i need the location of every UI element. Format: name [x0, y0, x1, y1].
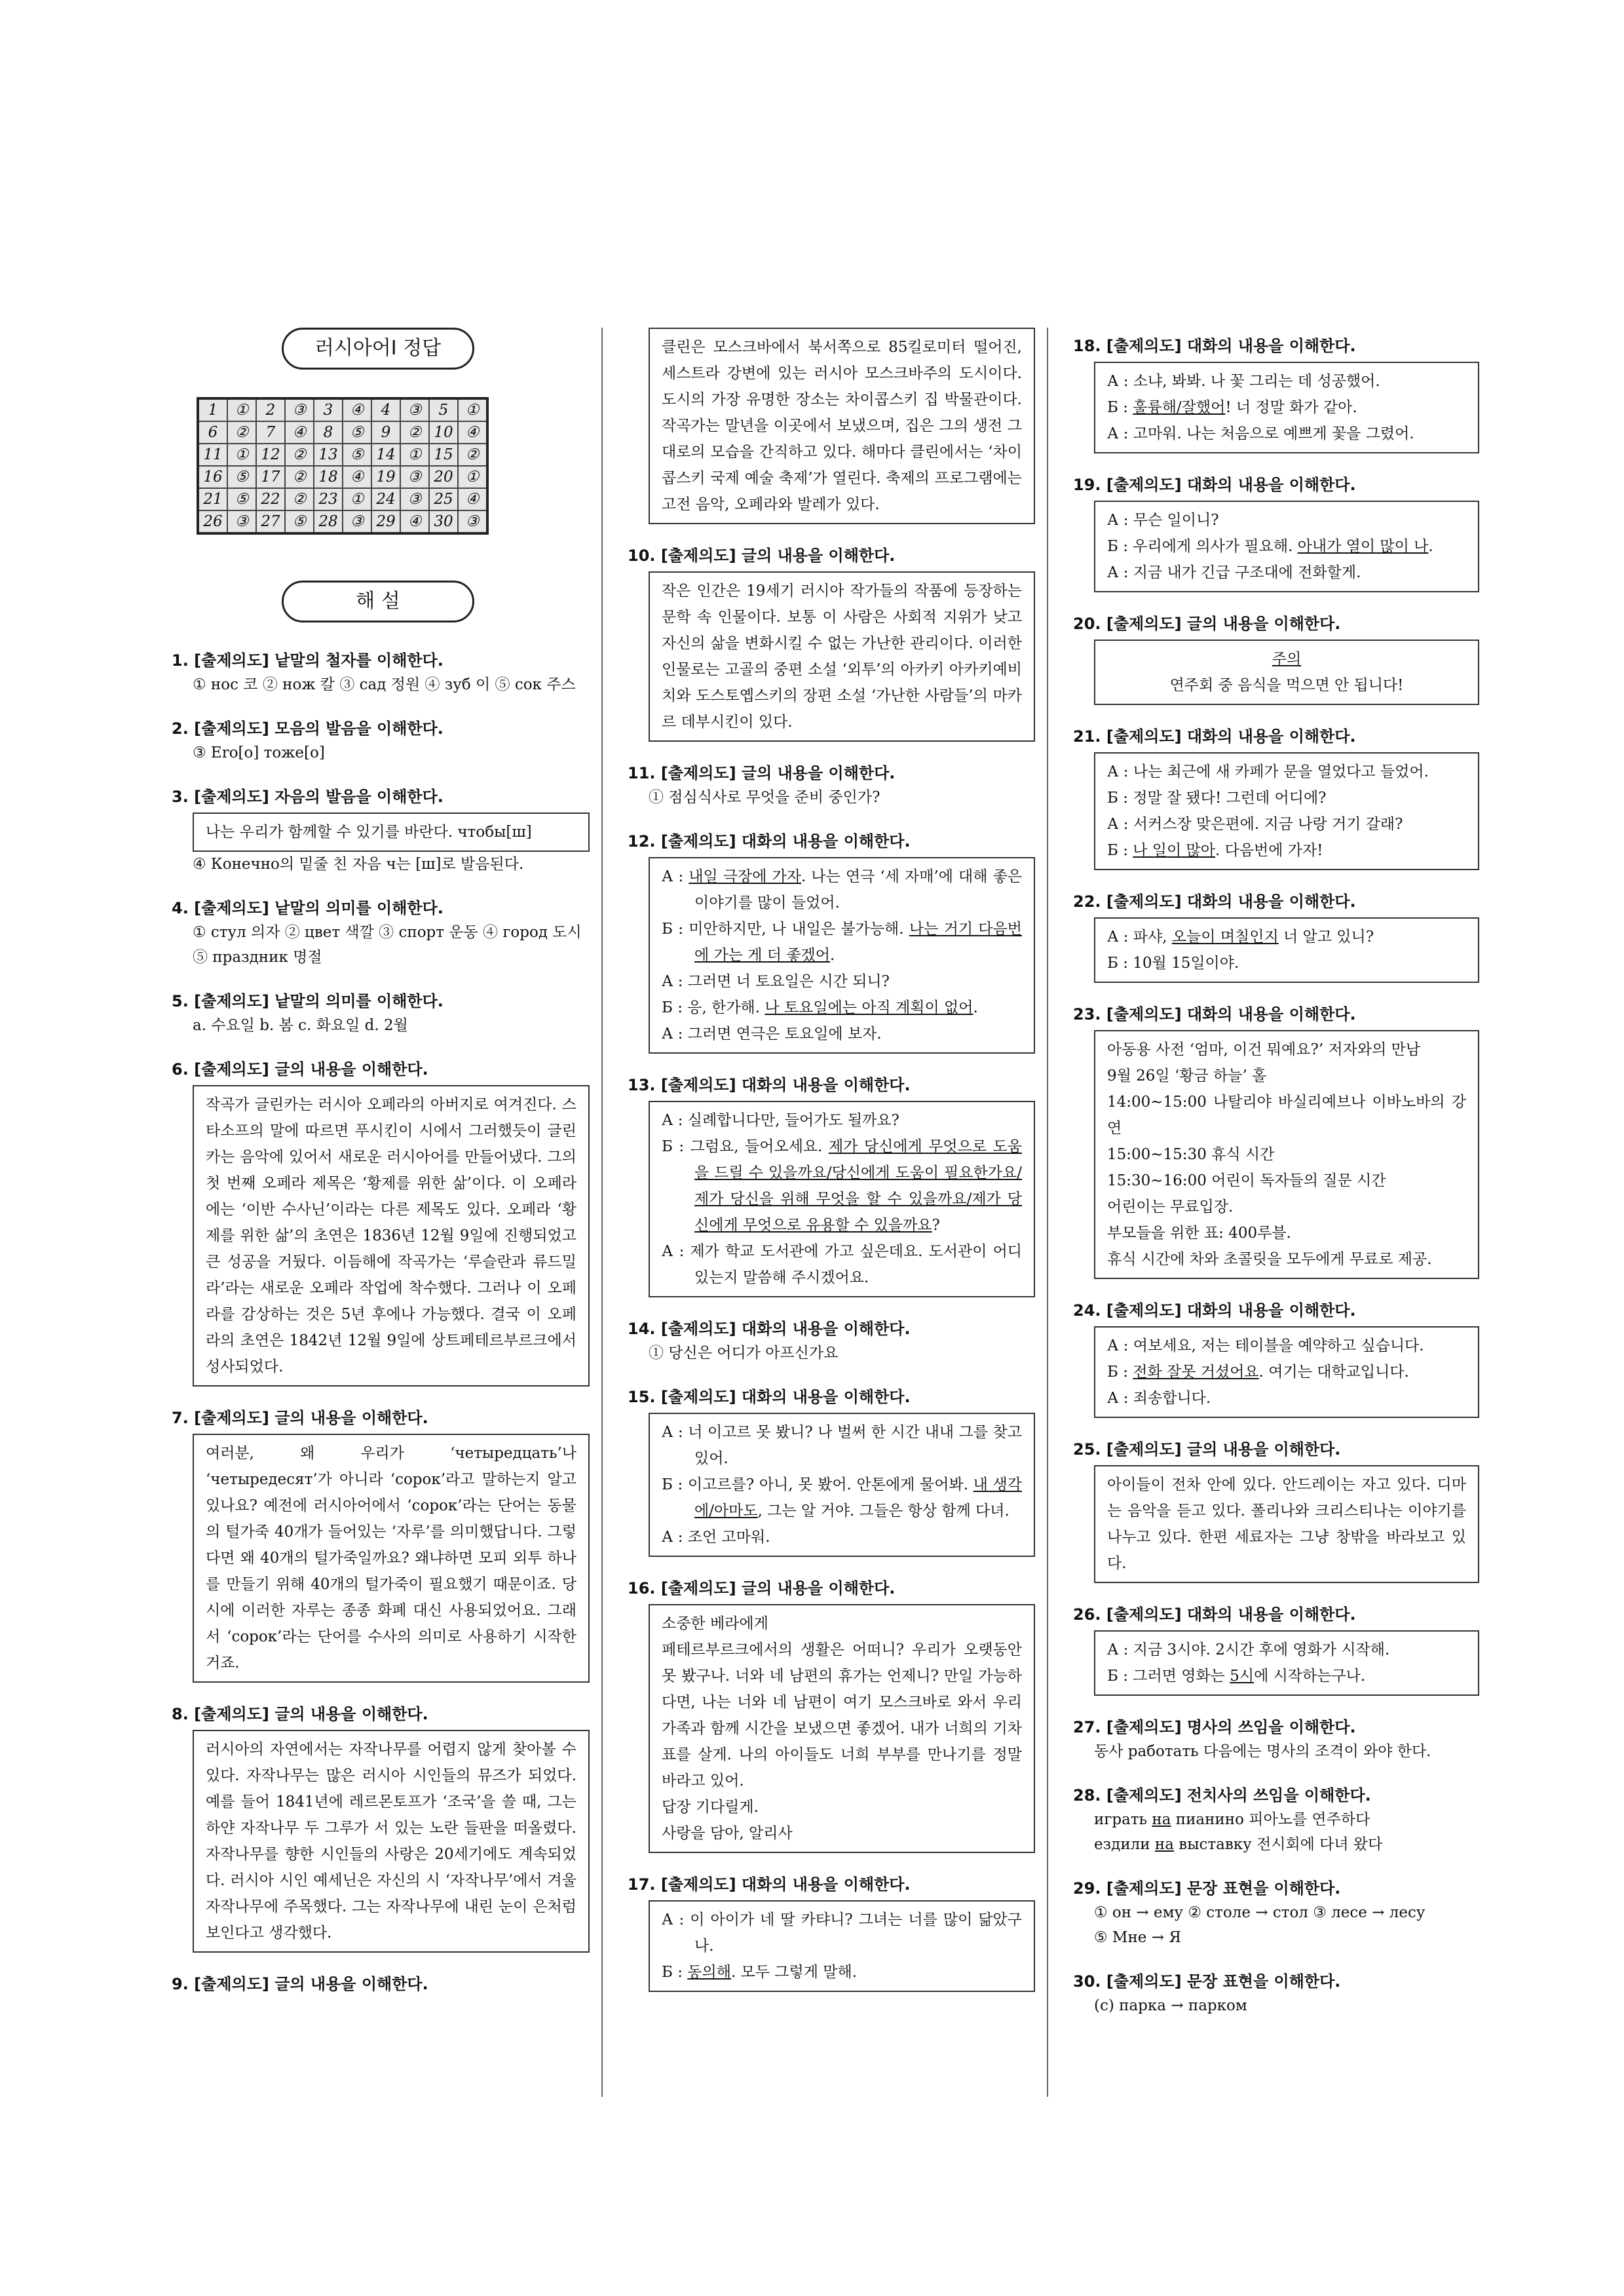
question-number-cell: 17	[256, 466, 285, 488]
question-heading: 5. [출제의도] 낱말의 의미를 이해한다.	[172, 992, 444, 1010]
answer-cell: ①	[458, 398, 487, 421]
question-12	[628, 830, 1035, 1054]
notice-box: 아동용 사전 ‘엄마, 이건 뭐예요?’ 저자와의 만남 9월 26일 ‘황금 하늘’ 홀 14:00∼15:00 나탈리야 바실리예브나 이바노바의 강연 15:00∼15:30 휴식 시간 15:30∼16:00 어린이 독자들의 질문 시간 어린이는 무료입장. 부모들을 위한 표: 400루블. 휴식 시간에 차와 초콜릿을 모두에게 무료로 제공.	[1094, 1030, 1479, 1279]
question-number-cell: 12	[256, 444, 285, 466]
question-heading: 11. [출제의도] 글의 내용을 이해한다.	[628, 764, 896, 782]
question-heading: 12. [출제의도] 대화의 내용을 이해한다.	[628, 832, 911, 851]
question-box: 나는 우리가 함께할 수 있기를 바란다. чтобы[ш]	[193, 813, 590, 852]
question-28	[1073, 1784, 1479, 1857]
dialogue-box	[1094, 917, 1479, 983]
dialogue-line: Б : 우리에게 의사가 필요해. 아내가 열이 많이 나.	[1107, 538, 1433, 555]
dialogue-line: Б : 정말 잘 됐다! 그런데 어디에?	[1107, 790, 1327, 807]
dialogue-line: Б : 응, 한가해. 나 토요일에는 아직 계획이 없어.	[662, 999, 978, 1016]
question-7	[172, 1406, 590, 1683]
answer-cell: ④	[400, 510, 429, 533]
dialogue-box	[649, 1413, 1035, 1557]
question-number-cell: 9	[371, 421, 400, 444]
question-heading: 26. [출제의도] 대화의 내용을 이해한다.	[1073, 1605, 1356, 1624]
question-heading: 29. [출제의도] 문장 표현을 이해한다.	[1073, 1879, 1341, 1898]
dialogue-box	[1094, 752, 1479, 870]
answer-row	[198, 398, 487, 421]
question-15	[628, 1385, 1035, 1557]
answer-row	[198, 466, 487, 488]
answer-cell: ①	[400, 444, 429, 466]
question-8	[172, 1702, 590, 1953]
question-text: ⑤ Мне → Я	[1094, 1929, 1181, 1946]
question-heading: 27. [출제의도] 명사의 쓰임을 이해한다.	[1073, 1718, 1356, 1736]
dialogue-box	[1094, 501, 1479, 592]
answer-cell: ②	[227, 421, 256, 444]
question-22	[1073, 890, 1479, 983]
dialogue-line: А : 파샤, 오늘이 며칠인지 너 알고 있니?	[1107, 928, 1374, 946]
answer-cell: ③	[285, 398, 314, 421]
question-number-cell: 6	[198, 421, 227, 444]
answer-cell: ②	[458, 444, 487, 466]
dialogue-line: А : 지금 3시야. 2시간 후에 영화가 시작해.	[1107, 1641, 1390, 1658]
answer-cell: ①	[458, 466, 487, 488]
question-heading: 20. [출제의도] 글의 내용을 이해한다.	[1073, 615, 1341, 633]
page-title: 러시아어Ⅰ 정답	[282, 328, 474, 370]
answer-cell: ④	[285, 421, 314, 444]
question-number-cell: 18	[314, 466, 343, 488]
question-box: 작곡가 글린카는 러시아 오페라의 아버지로 여겨진다. 스타소프의 말에 따르면 푸시킨이 시에서 그러했듯이 글린카는 음악에 있어서 새로운 러시아어를 만들어냈다. 그의 첫 번째 오페라 제목은 ‘황제를 위한 삶’이다. 이 오페라에는 ‘이반 수사닌’이라는 다른 제목도 있다. 오페라 ‘황제를 위한 삶’의 초연은 1836년 12월 9일에 진행되었고 큰 성공을 거뒀다. 이듬해에 작곡가는 ‘루슬란과 류드밀라’라는 새로운 오페라 작업에 착수했다. 그러나 이 오페라를 감상하는 것은 5년 후에나 가능했다. 결국 이 오페라의 초연은 1842년 12월 9일에 상트페테르부르크에서 성사되었다.	[193, 1085, 590, 1387]
question-text: ① стул 의자 ② цвет 색깔 ③ спорт 운동 ④ город 도시 ⑤ праздник 명절	[193, 924, 582, 966]
dialogue-line: А : 실례합니다만, 들어가도 될까요?	[662, 1112, 899, 1129]
dialogue-line: А : 조언 고마워.	[662, 1529, 770, 1546]
answer-cell: ③	[400, 466, 429, 488]
answer-cell: ⑤	[285, 510, 314, 533]
question-heading: 22. [출제의도] 대화의 내용을 이해한다.	[1073, 892, 1356, 911]
dialogue-line: Б : 10월 15일이야.	[1107, 955, 1239, 972]
question-number-cell: 11	[198, 444, 227, 466]
dialogue-line: Б : 동의해. 모두 그렇게 말해.	[662, 1964, 858, 1981]
question-text: (c) парка → парком	[1094, 1997, 1247, 2014]
question-number-cell: 28	[314, 510, 343, 533]
question-19	[1073, 473, 1479, 592]
question-text: ③ Ero[o] тоже[o]	[193, 744, 325, 761]
question-number-cell: 15	[429, 444, 458, 466]
question-heading: 4. [출제의도] 낱말의 의미를 이해한다.	[172, 899, 444, 917]
question-16	[628, 1577, 1035, 1853]
question-heading: 3. [출제의도] 자음의 발음을 이해한다.	[172, 788, 444, 806]
question-number-cell: 25	[429, 488, 458, 510]
column-divider	[601, 328, 603, 2097]
question-box: 아이들이 전차 안에 있다. 안드레이는 자고 있다. 디마는 음악을 듣고 있다. 폴리나와 크리스티나는 이야기를 나누고 있다. 한편 세료자는 그냥 창밖을 바라보고 있다.	[1094, 1465, 1479, 1583]
answer-cell: ④	[343, 398, 371, 421]
question-11	[628, 761, 1035, 810]
question-3	[172, 785, 590, 877]
notice-text: 연주회 중 음식을 먹으면 안 됩니다!	[1169, 677, 1404, 694]
dialogue-line: А : 여보세요, 저는 테이블을 예약하고 싶습니다.	[1107, 1337, 1424, 1354]
answer-cell: ③	[227, 510, 256, 533]
question-17	[628, 1873, 1035, 1992]
question-number-cell: 16	[198, 466, 227, 488]
answer-cell: ⑤	[343, 421, 371, 444]
question-heading: 6. [출제의도] 글의 내용을 이해한다.	[172, 1060, 428, 1079]
dialogue-line: А : 고마워. 나는 처음으로 예쁘게 꽃을 그렸어.	[1107, 425, 1414, 442]
dialogue-box	[649, 1101, 1035, 1297]
question-number-cell: 1	[198, 398, 227, 421]
column-1	[172, 328, 590, 1996]
answer-cell: ③	[458, 510, 487, 533]
question-number-cell: 30	[429, 510, 458, 533]
dialogue-line: А : 너 이고르 못 봤니? 나 벌써 한 시간 내내 그를 찾고 있어.	[662, 1424, 1022, 1467]
question-number-cell: 27	[256, 510, 285, 533]
dialogue-line: Б : 그럼요, 들어오세요. 제가 당신에게 무엇으로 도움을 드릴 수 있을까요/당신에게 도움이 필요한가요/제가 당신을 위해 무엇을 할 수 있을까요/제가 당신에게 무엇으로 유용할 수 있을까요?	[662, 1138, 1022, 1234]
answer-row	[198, 444, 487, 466]
question-23	[1073, 1003, 1479, 1279]
question-number-cell: 4	[371, 398, 400, 421]
question-number-cell: 29	[371, 510, 400, 533]
dialogue-line: А : 그러면 너 토요일은 시간 되니?	[662, 973, 890, 990]
question-number-cell: 21	[198, 488, 227, 510]
dialogue-line: А : 내일 극장에 가자. 나는 연극 ‘세 자매’에 대해 좋은 이야기를 많이 들었어.	[662, 868, 1023, 911]
question-heading: 15. [출제의도] 대화의 내용을 이해한다.	[628, 1388, 911, 1406]
question-heading: 17. [출제의도] 대화의 내용을 이해한다.	[628, 1875, 911, 1894]
question-13	[628, 1073, 1035, 1297]
question-number-cell: 14	[371, 444, 400, 466]
dialogue-line: А : 서커스장 맞은편에. 지금 나랑 거기 갈래?	[1107, 816, 1403, 833]
question-14	[628, 1317, 1035, 1366]
answer-cell: ②	[400, 421, 429, 444]
dialogue-line: Б : 미안하지만, 나 내일은 불가능해. 나는 거기 다음번에 가는 게 더 좋겠어.	[662, 921, 1022, 964]
dialogue-line: А : 무슨 일이니?	[1107, 512, 1219, 529]
question-27	[1073, 1715, 1479, 1764]
answer-row	[198, 488, 487, 510]
notice-title: 주의	[1272, 651, 1302, 668]
question-heading: 8. [출제의도] 글의 내용을 이해한다.	[172, 1705, 428, 1723]
dialogue-line: Б : 나 일이 많아. 다음번에 가자!	[1107, 842, 1323, 859]
question-26	[1073, 1603, 1479, 1696]
question-heading: 25. [출제의도] 글의 내용을 이해한다.	[1073, 1440, 1341, 1459]
answer-cell: ④	[458, 421, 487, 444]
question-20	[1073, 612, 1479, 705]
answer-row	[198, 510, 487, 533]
column-2	[628, 328, 1035, 1992]
answer-cell: ⑤	[227, 488, 256, 510]
question-number-cell: 2	[256, 398, 285, 421]
column-divider	[1047, 328, 1048, 2097]
answer-table	[197, 397, 489, 535]
question-number-cell: 26	[198, 510, 227, 533]
column-3	[1073, 328, 1479, 2018]
question-30	[1073, 1970, 1479, 2018]
question-box: 러시아의 자연에서는 자작나무를 어렵지 않게 찾아볼 수 있다. 자작나무는 많은 러시아 시인들의 뮤즈가 되었다. 예를 들어 1841년에 레르몬토프가 ‘조국’을 쓸 때, 그는 하얀 자작나무 두 그루가 서 있는 노란 들판을 떠올렸다. 자작나무를 향한 시인들의 사랑은 20세기에도 계속되었다. 러시아 시인 예세닌은 자신의 시 ‘자작나무’에서 겨울 자작나무에 주목했다. 그는 자작나무에 내린 눈이 은처럼 보인다고 생각했다.	[193, 1730, 590, 1953]
answer-cell: ②	[285, 444, 314, 466]
answer-cell: ③	[343, 510, 371, 533]
question-number-cell: 8	[314, 421, 343, 444]
question-heading: 21. [출제의도] 대화의 내용을 이해한다.	[1073, 727, 1356, 746]
question-box: 여러분, 왜 우리가 ‘четыредцать’나 ‘четыредесят’가 아니라 ‘сорок’라고 말하는지 알고 있나요? 예전에 러시아어에서 ‘сорок’라는 단어는 동물의 털가죽 40개가 들어있는 ‘자루’를 의미했답니다. 그렇다면 왜 40개의 털가죽일까요? 왜냐하면 모피 외투 하나를 만들기 위해 40개의 털가죽이 필요했기 때문이죠. 당시에 이러한 자루는 종종 화폐 대신 사용되었어요. 그래서 ‘сорок’라는 단어를 수사의 의미로 사용하기 시작한 거죠.	[193, 1434, 590, 1683]
question-number-cell: 19	[371, 466, 400, 488]
question-text: 동사 работать 다음에는 명사의 조격이 와야 한다.	[1094, 1743, 1431, 1760]
answer-cell: ①	[343, 488, 371, 510]
question-number-cell: 23	[314, 488, 343, 510]
question-text: ① нос 코 ② нож 칼 ③ сад 정원 ④ зуб 이 ⑤ сок 주스	[193, 676, 576, 693]
question-24	[1073, 1299, 1479, 1418]
dialogue-line: Б : 이고르를? 아니, 못 봤어. 안톤에게 물어봐. 내 생각에/아마도, 그는 알 거야. 그들은 항상 함께 다녀.	[662, 1476, 1022, 1520]
notice-box	[1094, 640, 1479, 705]
question-heading: 9. [출제의도] 글의 내용을 이해한다.	[172, 1975, 428, 1993]
dialogue-box	[649, 857, 1035, 1054]
question-heading: 19. [출제의도] 대화의 내용을 이해한다.	[1073, 476, 1356, 494]
dialogue-box	[1094, 1326, 1479, 1418]
dialogue-box	[649, 1900, 1035, 1992]
question-heading: 18. [출제의도] 대화의 내용을 이해한다.	[1073, 337, 1356, 355]
question-number-cell: 20	[429, 466, 458, 488]
answer-cell: ④	[343, 466, 371, 488]
question-10	[628, 544, 1035, 742]
question-29	[1073, 1877, 1479, 1950]
question-heading: 1. [출제의도] 낱말의 철자를 이해한다.	[172, 651, 444, 670]
question-text: ① он → ему ② столе → стол ③ лесе → лесу	[1094, 1904, 1426, 1921]
question-4	[172, 896, 590, 970]
question-6	[172, 1058, 590, 1387]
question-9-heading	[172, 1972, 590, 1996]
question-number-cell: 24	[371, 488, 400, 510]
question-heading: 16. [출제의도] 글의 내용을 이해한다.	[628, 1579, 896, 1598]
answer-cell: ⑤	[227, 466, 256, 488]
dialogue-line: А : 나는 최근에 새 카페가 문을 열었다고 들었어.	[1107, 763, 1429, 780]
answer-cell: ③	[400, 488, 429, 510]
question-heading: 24. [출제의도] 대화의 내용을 이해한다.	[1073, 1301, 1356, 1320]
answer-cell: ②	[285, 466, 314, 488]
question-number-cell: 3	[314, 398, 343, 421]
question-number-cell: 13	[314, 444, 343, 466]
dialogue-line: А : 그러면 연극은 토요일에 보자.	[662, 1025, 882, 1043]
question-text: ① 당신은 어디가 아프신가요	[649, 1345, 839, 1362]
question-text: ④ Конечно의 밑줄 친 자음 ч는 [ш]로 발음된다.	[193, 856, 524, 873]
answer-cell: ②	[285, 488, 314, 510]
explanation-title: 해 설	[282, 581, 474, 622]
dialogue-box	[1094, 362, 1479, 453]
answer-row	[198, 421, 487, 444]
answer-cell: ①	[227, 444, 256, 466]
question-5	[172, 989, 590, 1038]
answer-cell: ①	[227, 398, 256, 421]
question-text: ездили на выставку 전시회에 다녀 왔다	[1094, 1836, 1383, 1853]
question-heading: 13. [출제의도] 대화의 내용을 이해한다.	[628, 1076, 911, 1094]
question-text: a. 수요일 b. 봄 c. 화요일 d. 2월	[193, 1017, 408, 1034]
letter-box: 소중한 베라에게 페테르부르크에서의 생활은 어떠니? 우리가 오랫동안 못 봤구나. 너와 네 남편의 휴가는 언제니? 만일 가능하다면, 나는 너와 네 남편이 여기 모스크바로 와서 우리 가족과 함께 시간을 보냈으면 좋겠어. 내가 너희의 기차표를 살게. 나의 아이들도 너희 부부를 만나기를 정말 바라고 있어. 답장 기다릴게. 사랑을 담아, 알리사	[649, 1604, 1035, 1853]
question-number-cell: 10	[429, 421, 458, 444]
question-1	[172, 649, 590, 697]
answer-cell: ③	[400, 398, 429, 421]
question-heading: 14. [출제의도] 대화의 내용을 이해한다.	[628, 1320, 911, 1338]
dialogue-box	[1094, 1630, 1479, 1696]
dialogue-line: А : 제가 학교 도서관에 가고 싶은데요. 도서관이 어디 있는지 말씀해 주시겠어요.	[662, 1243, 1022, 1286]
question-heading: 2. [출제의도] 모음의 발음을 이해한다.	[172, 719, 444, 738]
question-2	[172, 717, 590, 765]
dialogue-line: А : 이 아이가 네 딸 카탸니? 그녀는 너를 많이 닮았구나.	[662, 1911, 1022, 1955]
question-text: ① 점심식사로 무엇을 준비 중인가?	[649, 789, 880, 806]
dialogue-line: А : 소냐, 봐봐. 나 꽃 그리는 데 성공했어.	[1107, 373, 1380, 390]
dialogue-line: Б : 전화 잘못 거셨어요. 여기는 대학교입니다.	[1107, 1364, 1409, 1381]
question-heading: 10. [출제의도] 글의 내용을 이해한다.	[628, 546, 896, 565]
answer-cell: ⑤	[343, 444, 371, 466]
question-21	[1073, 725, 1479, 870]
question-number-cell: 7	[256, 421, 285, 444]
dialogue-line: А : 죄송합니다.	[1107, 1390, 1211, 1407]
question-text: играть на пианино 피아노를 연주하다	[1094, 1811, 1370, 1828]
question-heading: 7. [출제의도] 글의 내용을 이해한다.	[172, 1409, 428, 1427]
dialogue-line: А : 지금 내가 긴급 구조대에 전화할게.	[1107, 564, 1361, 581]
question-heading: 30. [출제의도] 문장 표현을 이해한다.	[1073, 1972, 1341, 1991]
answer-cell: ④	[458, 488, 487, 510]
question-9-box: 클린은 모스크바에서 북서쪽으로 85킬로미터 떨어진, 세스트라 강변에 있는 러시아 모스크바주의 도시이다. 도시의 가장 유명한 장소는 차이콥스키 집 박물관이다. 작곡가는 말년을 이곳에서 보냈으며, 집은 그의 생전 그대로의 모습을 간직하고 있다. 해마다 클린에서는 ‘차이콥스키 국제 예술 축제’가 열린다. 축제의 프로그램에는 고전 음악, 오페라와 발레가 있다.	[649, 328, 1035, 524]
question-25	[1073, 1438, 1479, 1583]
question-number-cell: 22	[256, 488, 285, 510]
question-number-cell: 5	[429, 398, 458, 421]
dialogue-line: Б : 훌륭해/잘했어! 너 정말 화가 같아.	[1107, 399, 1357, 416]
dialogue-line: Б : 그러면 영화는 5시에 시작하는구나.	[1107, 1668, 1366, 1685]
question-18	[1073, 334, 1479, 453]
question-heading: 28. [출제의도] 전치사의 쓰임을 이해한다.	[1073, 1786, 1371, 1805]
question-box: 작은 인간은 19세기 러시아 작가들의 작품에 등장하는 문학 속 인물이다. 보통 이 사람은 사회적 지위가 낮고 자신의 삶을 변화시킬 수 없는 가난한 관리이다. 이러한 인물로는 고골의 중편 소설 ‘외투’의 아카키 아카키예비치와 도스토옙스키의 장편 소설 ‘가난한 사람들’의 마카르 데부시킨이 있다.	[649, 571, 1035, 742]
question-heading: 23. [출제의도] 대화의 내용을 이해한다.	[1073, 1005, 1356, 1024]
